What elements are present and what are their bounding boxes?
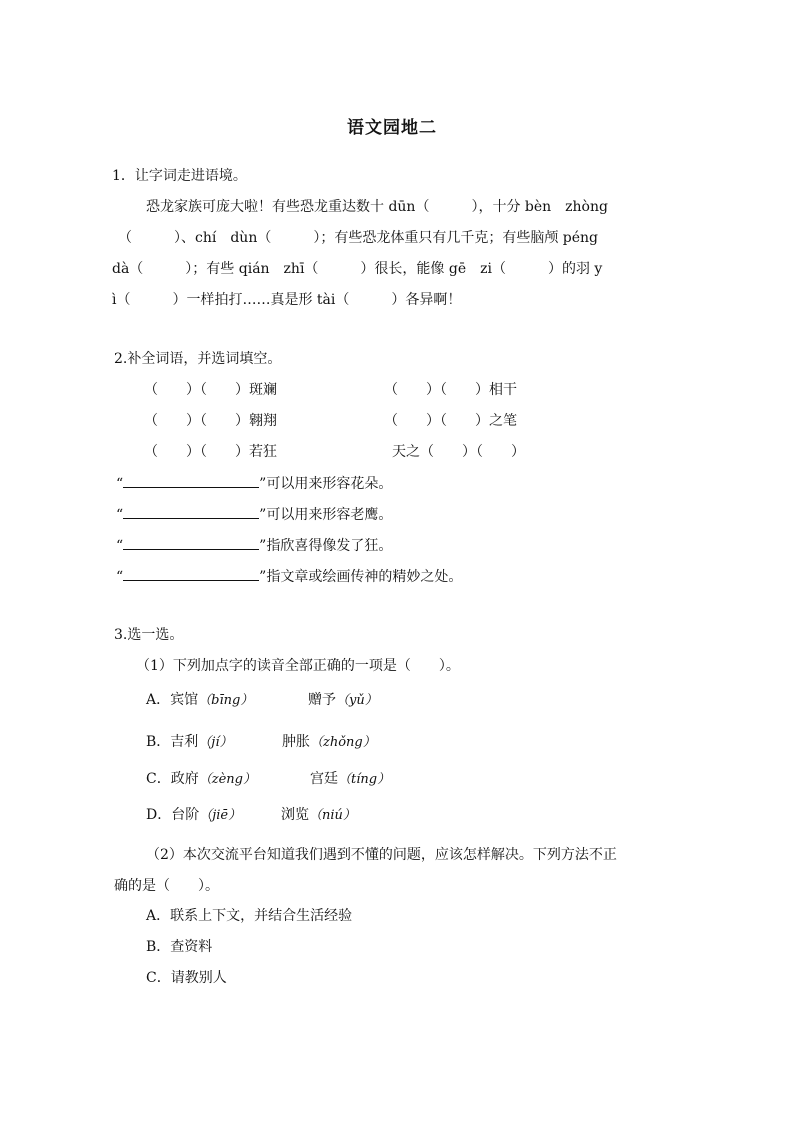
close-quote: ” [259, 569, 267, 585]
option-word: 台阶 [171, 807, 200, 823]
q3-sub2-option-a[interactable]: A．联系上下文，并结合生活经验 [146, 908, 353, 924]
answer-line[interactable] [123, 473, 259, 488]
q3-sub2-option-c[interactable]: C．请教别人 [146, 970, 227, 986]
answer-line[interactable] [123, 535, 259, 550]
option-word: 肿胀 [282, 734, 310, 750]
option-d-second [281, 805, 356, 826]
fill-item-text: 指文章或绘画传神的精妙之处。 [266, 569, 463, 585]
q3-sub2-stem-line-1: （2）本次交流平台知道我们遇到不懂的问题，应该怎样解决。下列方法不正 [146, 847, 617, 863]
q1-passage-line-4: ì（ ）一样拍打……真是形 tài（ ）各异啊！ [112, 292, 462, 308]
idiom-blank-1[interactable]: （ ）（ ）斑斓 [144, 382, 277, 398]
open-quote: “ [116, 476, 124, 492]
option-c[interactable] [146, 769, 256, 790]
idiom-blank-6[interactable]: 天之（ ）（ ） [392, 444, 525, 460]
page-title: 语文园地二 [347, 118, 437, 138]
idiom-blank-3[interactable]: （ ）（ ）翱翔 [144, 413, 277, 429]
option-pinyin: （tíng） [338, 772, 391, 787]
q1-heading: 1．让字词走进语境。 [112, 168, 247, 184]
answer-line[interactable] [123, 566, 259, 581]
q3-sub2-stem-line-2: 确的是（ ）。 [114, 878, 219, 894]
q3-sub2-option-b[interactable]: B．查资料 [146, 939, 213, 955]
option-d[interactable] [146, 805, 241, 826]
option-word: 浏览 [281, 807, 309, 823]
close-quote: ” [259, 476, 267, 492]
option-word: 赠予 [308, 692, 336, 708]
option-pinyin: （zhǒng） [310, 735, 376, 750]
q1-passage-line-1: 恐龙家族可庞大啦！有些恐龙重达数十 dūn（ ），十分 bèn zhòng [146, 199, 608, 215]
option-pinyin: （yǔ） [336, 693, 378, 708]
option-letter: A． [146, 692, 171, 708]
q1-passage-line-3: dà（ ）；有些 qián zhī（ ）很长，能像 gē zi（ ）的羽 y [112, 261, 603, 277]
fill-item [116, 504, 392, 525]
option-a-second [308, 690, 378, 711]
option-word: 政府 [170, 771, 199, 787]
idiom-blank-4[interactable]: （ ）（ ）之笔 [384, 413, 517, 429]
option-b-second [282, 732, 376, 753]
option-pinyin: （jí） [198, 735, 233, 750]
open-quote: “ [116, 538, 124, 554]
option-pinyin: （niú） [309, 808, 356, 823]
option-c-second [310, 769, 390, 790]
idiom-blank-2[interactable]: （ ）（ ）相干 [384, 382, 517, 398]
close-quote: ” [259, 538, 267, 554]
fill-item-text: 可以用来形容花朵。 [266, 476, 393, 492]
close-quote: ” [259, 507, 267, 523]
fill-item-text: 可以用来形容老鹰。 [266, 507, 393, 523]
option-letter: C． [146, 771, 171, 787]
fill-item [116, 566, 462, 587]
fill-item [116, 473, 392, 494]
open-quote: “ [116, 507, 124, 523]
option-letter: B． [146, 734, 171, 750]
option-pinyin: （jiē） [199, 808, 242, 823]
option-a[interactable] [146, 690, 253, 711]
idiom-blank-5[interactable]: （ ）（ ）若狂 [144, 444, 277, 460]
option-pinyin: （bīng） [198, 693, 254, 708]
fill-item-text: 指欣喜得像发了狂。 [266, 538, 393, 554]
option-pinyin: （zèng） [198, 772, 256, 787]
option-b[interactable] [146, 732, 233, 753]
q1-passage-line-2: （ ）、chí dùn（ ）；有些恐龙体重只有几千克；有些脑颅 péng [118, 230, 599, 246]
q3-heading: 3.选一选。 [114, 627, 184, 643]
open-quote: “ [116, 569, 124, 585]
fill-item [116, 535, 392, 556]
answer-line[interactable] [123, 504, 259, 519]
option-word: 宾馆 [170, 692, 199, 708]
q2-heading: 2.补全词语，并选词填空。 [114, 351, 282, 367]
option-word: 吉利 [170, 734, 199, 750]
option-letter: D． [146, 807, 172, 823]
option-word: 宫廷 [310, 771, 338, 787]
q3-sub1-stem: （1）下列加点字的读音全部正确的一项是（ ）。 [136, 658, 460, 674]
